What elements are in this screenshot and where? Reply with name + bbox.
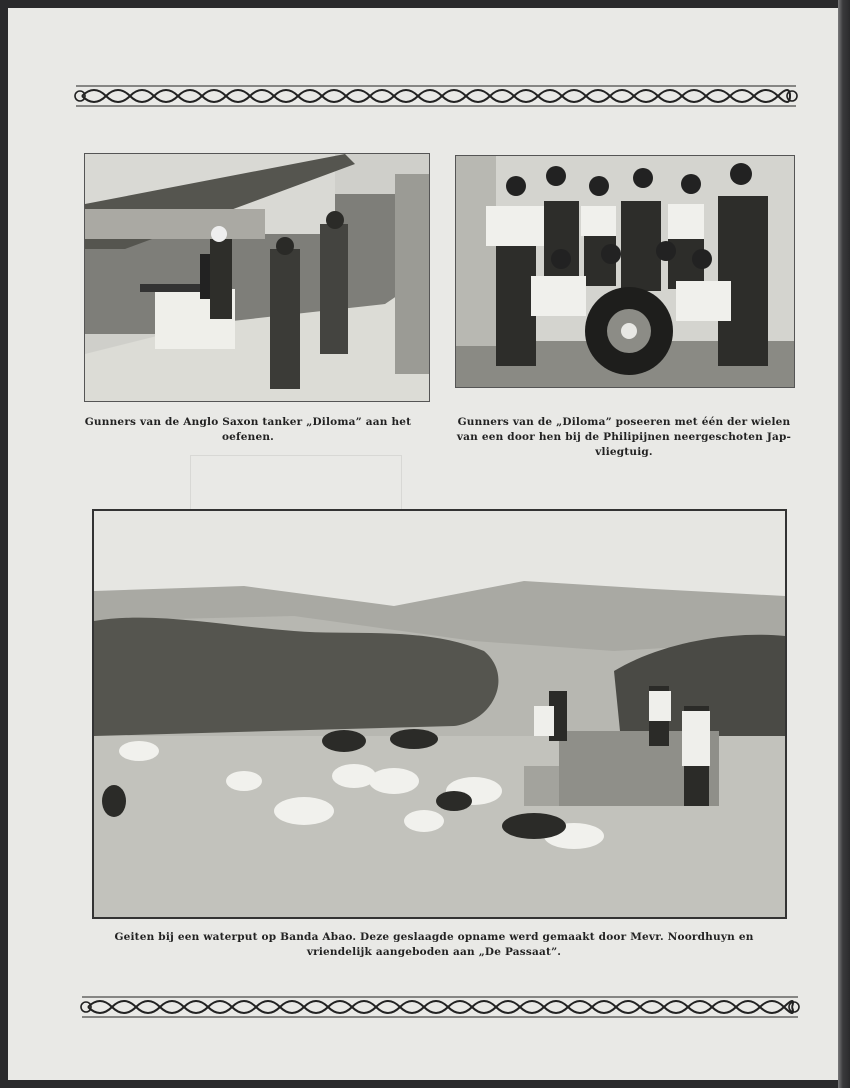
- caption-bottom: Geiten bij een waterput op Banda Abao. Deze geslaagde opname werd gemaakt door Mevr. Noordhuyn en vriendelijk aangeboden aan „De Passaat”.: [114, 931, 754, 958]
- top-ornament-border: [74, 82, 798, 110]
- bottom-ornament-border: [80, 993, 800, 1021]
- goats-waterwell-landscape-photo: [92, 509, 787, 919]
- caption-top-left: Gunners van de Anglo Saxon tanker „Diloma” aan het oefenen.: [84, 416, 412, 443]
- gunners-ship-deck-photo: [84, 153, 430, 402]
- caption-top-right: Gunners van de „Diloma” poseeren met één der wielen van een door hen bij de Philipijnen neergeschoten Jap-vliegtuig.: [456, 416, 792, 458]
- gunners-group-wheel-photo: [455, 155, 795, 388]
- faint-stamp-mark: [190, 455, 402, 515]
- scan-right-edge: [838, 0, 850, 1088]
- scan-top-edge: [0, 0, 850, 8]
